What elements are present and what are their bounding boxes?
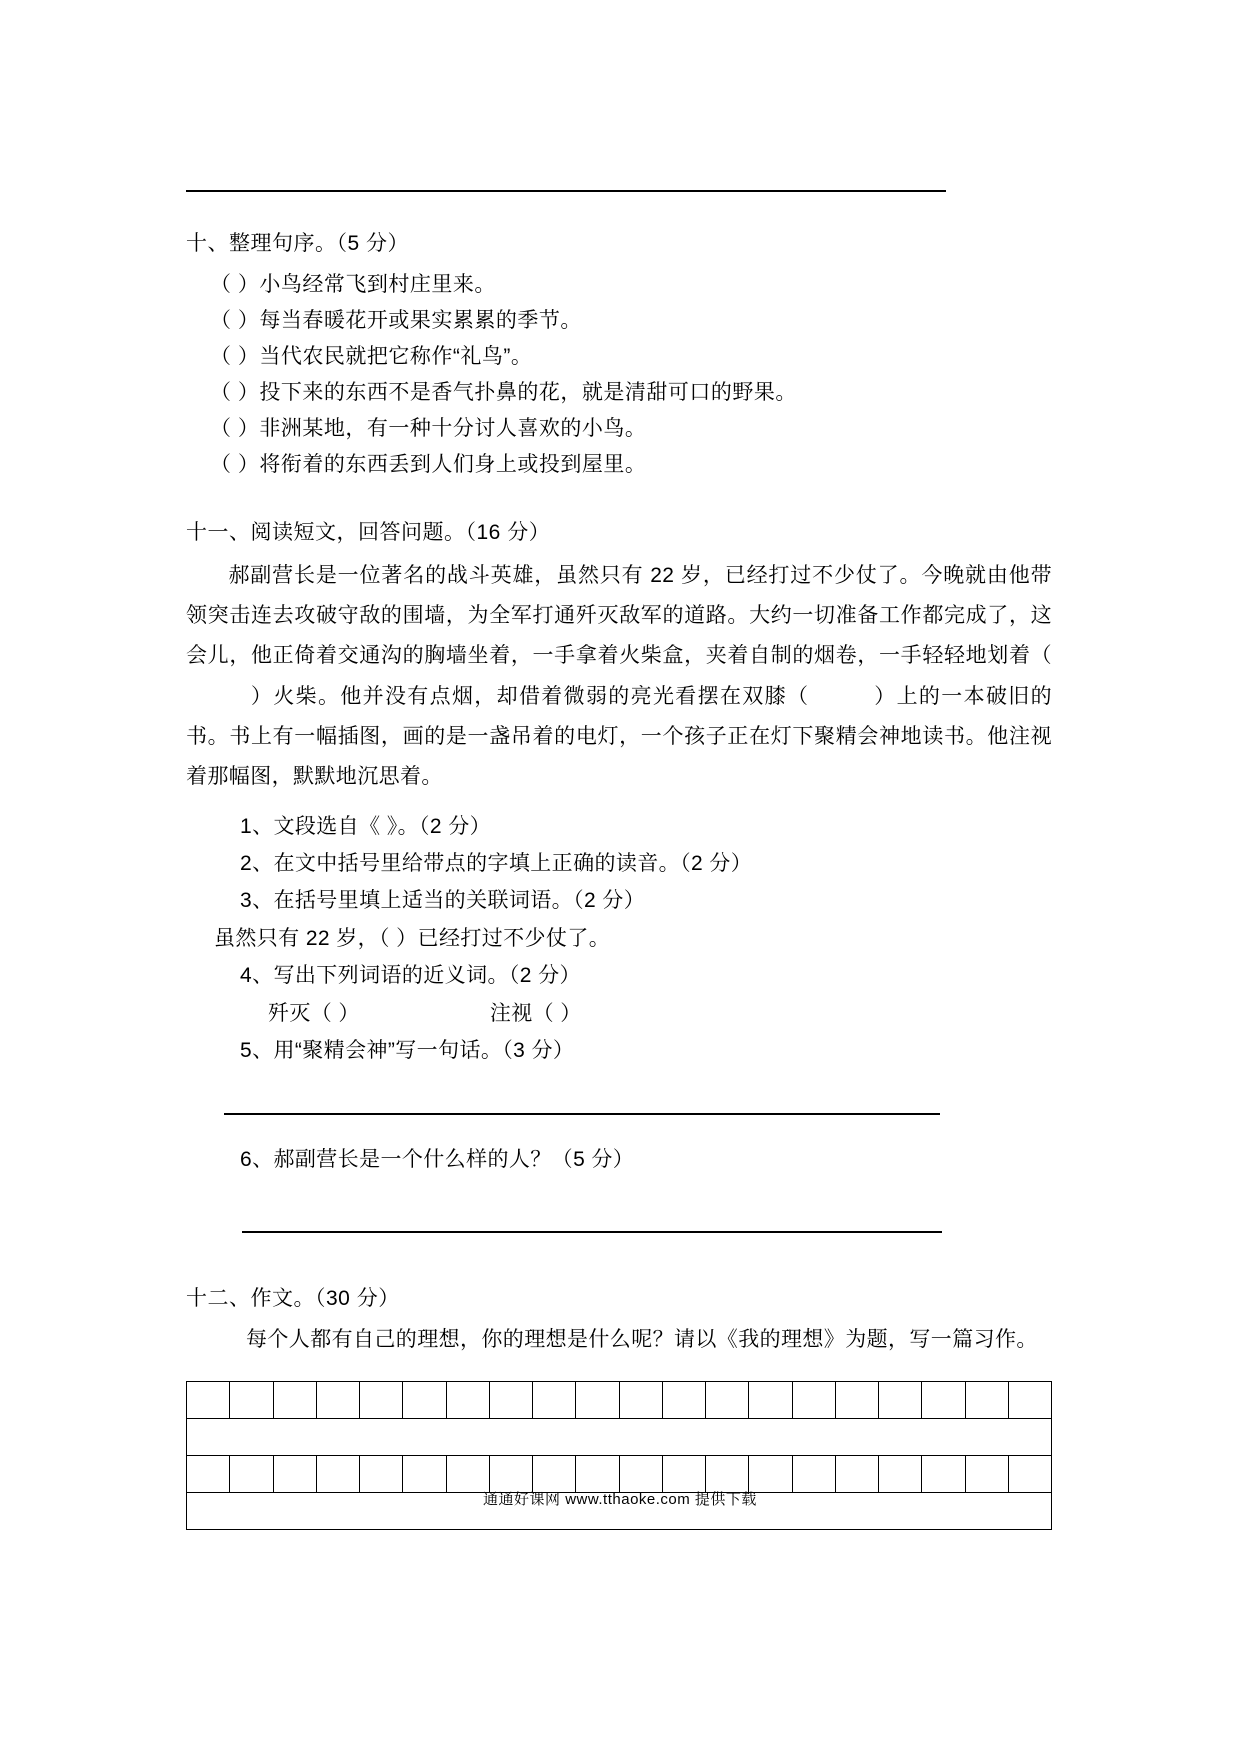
grid-cell[interactable] [835,1382,878,1419]
answer-line-q5[interactable] [224,1113,940,1115]
question-4[interactable]: 4、写出下列词语的近义词。（2 分） [240,964,581,988]
grid-cell[interactable] [403,1456,446,1493]
list-item[interactable]: （ ）投下来的东西不是香气扑鼻的花，就是清甜可口的野果。 [210,380,797,404]
question-5[interactable]: 5、用“聚精会神”写一句话。（3 分） [240,1038,575,1062]
grid-cell[interactable] [187,1382,230,1419]
grid-cell[interactable] [879,1382,922,1419]
grid-cell[interactable] [749,1456,792,1493]
table-row[interactable] [187,1382,1052,1419]
question-2[interactable]: 2、在文中括号里给带点的字填上正确的读音。（2 分） [240,852,753,875]
essay-prompt-text: 每个人都有自己的理想，你的理想是什么呢？请以《我的理想》为题，写一篇习作。 [246,1328,1038,1352]
sentence-order-list [186,267,1052,484]
grid-cell[interactable] [230,1382,273,1419]
footer-text: 通通好课网 www.tthaoke.com 提供下载 [483,1491,757,1508]
grid-cell[interactable] [922,1382,965,1419]
section-10 [186,228,1052,483]
reading-passage [186,556,1052,798]
grid-cell[interactable] [576,1382,619,1419]
grid-cell[interactable] [706,1456,749,1493]
grid-cell[interactable] [230,1456,273,1493]
grid-cell[interactable] [792,1456,835,1493]
grid-cell[interactable] [965,1456,1008,1493]
grid-cell[interactable] [446,1456,489,1493]
grid-cell[interactable] [662,1382,705,1419]
synonym-left[interactable]: 歼灭（ ） [268,1001,360,1025]
grid-cell[interactable] [662,1456,705,1493]
grid-cell[interactable] [187,1456,230,1493]
passage-part-2: ）火柴。他并没有点烟，却借着微弱的亮光看摆在双膝（ [250,684,810,708]
grid-cell[interactable] [965,1382,1008,1419]
section-12-title: 十二、作文。（30 分） [186,1286,400,1310]
list-item[interactable]: （ ）当代农民就把它称作“礼鸟”。 [210,344,533,368]
question-1[interactable]: 1、文段选自《 》。（2 分） [240,814,492,838]
grid-cell[interactable] [706,1382,749,1419]
section-11 [186,517,1052,1232]
footer [0,1488,1240,1509]
grid-cell[interactable] [835,1456,878,1493]
table-row[interactable] [187,1456,1052,1493]
grid-cell[interactable] [403,1382,446,1419]
list-item[interactable]: （ ）每当春暖花开或果实累累的季节。 [210,308,582,332]
page-content [186,190,1052,1530]
question-3[interactable]: 3、在括号里填上适当的关联词语。（2 分） [240,889,646,913]
passage-part-1: 郝副营长是一位著名的战斗英雄，虽然只有 22 岁，已经打过不少仗了。今晚就由他带领突击连去攻破守敌的围墙，为全军打通歼灭敌军的道路。大约一切准备工作都完成了，这会儿，他正倚着交通沟的胸墙坐着，一手拿着火柴盒，夹着自制的烟卷，一手轻轻地划着（ [186,563,1052,668]
grid-cell[interactable] [273,1382,316,1419]
grid-cell[interactable] [489,1456,532,1493]
grid-cell[interactable] [879,1456,922,1493]
header-divider [186,190,946,192]
answer-line-q6[interactable] [242,1231,942,1233]
list-item[interactable]: （ ）小鸟经常飞到村庄里来。 [210,272,496,296]
grid-cell[interactable] [489,1382,532,1419]
grid-cell[interactable] [360,1456,403,1493]
list-item[interactable]: （ ）非洲某地，有一种十分讨人喜欢的小鸟。 [210,416,647,440]
grid-cell[interactable] [360,1382,403,1419]
question-list [186,808,1052,1070]
grid-cell[interactable] [316,1456,359,1493]
grid-cell[interactable] [316,1382,359,1419]
question-4-answer-row [186,995,1052,1032]
grid-cell[interactable] [1008,1456,1051,1493]
question-3-blank-line[interactable]: 虽然只有 22 岁，（ ）已经打过不少仗了。 [214,926,611,950]
essay-prompt [186,1321,1052,1360]
grid-cell[interactable] [273,1456,316,1493]
section-11-title: 十一、阅读短文，回答问题。（16 分） [186,521,551,545]
grid-cell[interactable] [446,1382,489,1419]
grid-cell[interactable] [1008,1382,1051,1419]
section-10-title: 十、整理句序。（5 分） [186,232,410,255]
grid-cell-wide[interactable] [187,1419,1052,1456]
grid-cell[interactable] [533,1382,576,1419]
grid-cell[interactable] [749,1382,792,1419]
synonym-right[interactable]: 注视（ ） [489,1001,582,1025]
grid-cell[interactable] [533,1456,576,1493]
list-item[interactable]: （ ）将衔着的东西丢到人们身上或投到屋里。 [210,453,647,477]
grid-cell[interactable] [576,1456,619,1493]
grid-cell[interactable] [792,1382,835,1419]
grid-cell[interactable] [922,1456,965,1493]
table-row[interactable] [187,1419,1052,1456]
grid-cell[interactable] [619,1456,662,1493]
passage-part-3: ）上的一本破旧的书。书上有一幅插图，画的是一盏吊着的电灯，一个孩子正在灯下聚精会神地读书。他注视着那幅图，默默地沉思着。 [186,684,1053,789]
grid-cell[interactable] [619,1382,662,1419]
question-6[interactable]: 6、郝副营长是一个什么样的人？（5 分） [240,1148,635,1172]
